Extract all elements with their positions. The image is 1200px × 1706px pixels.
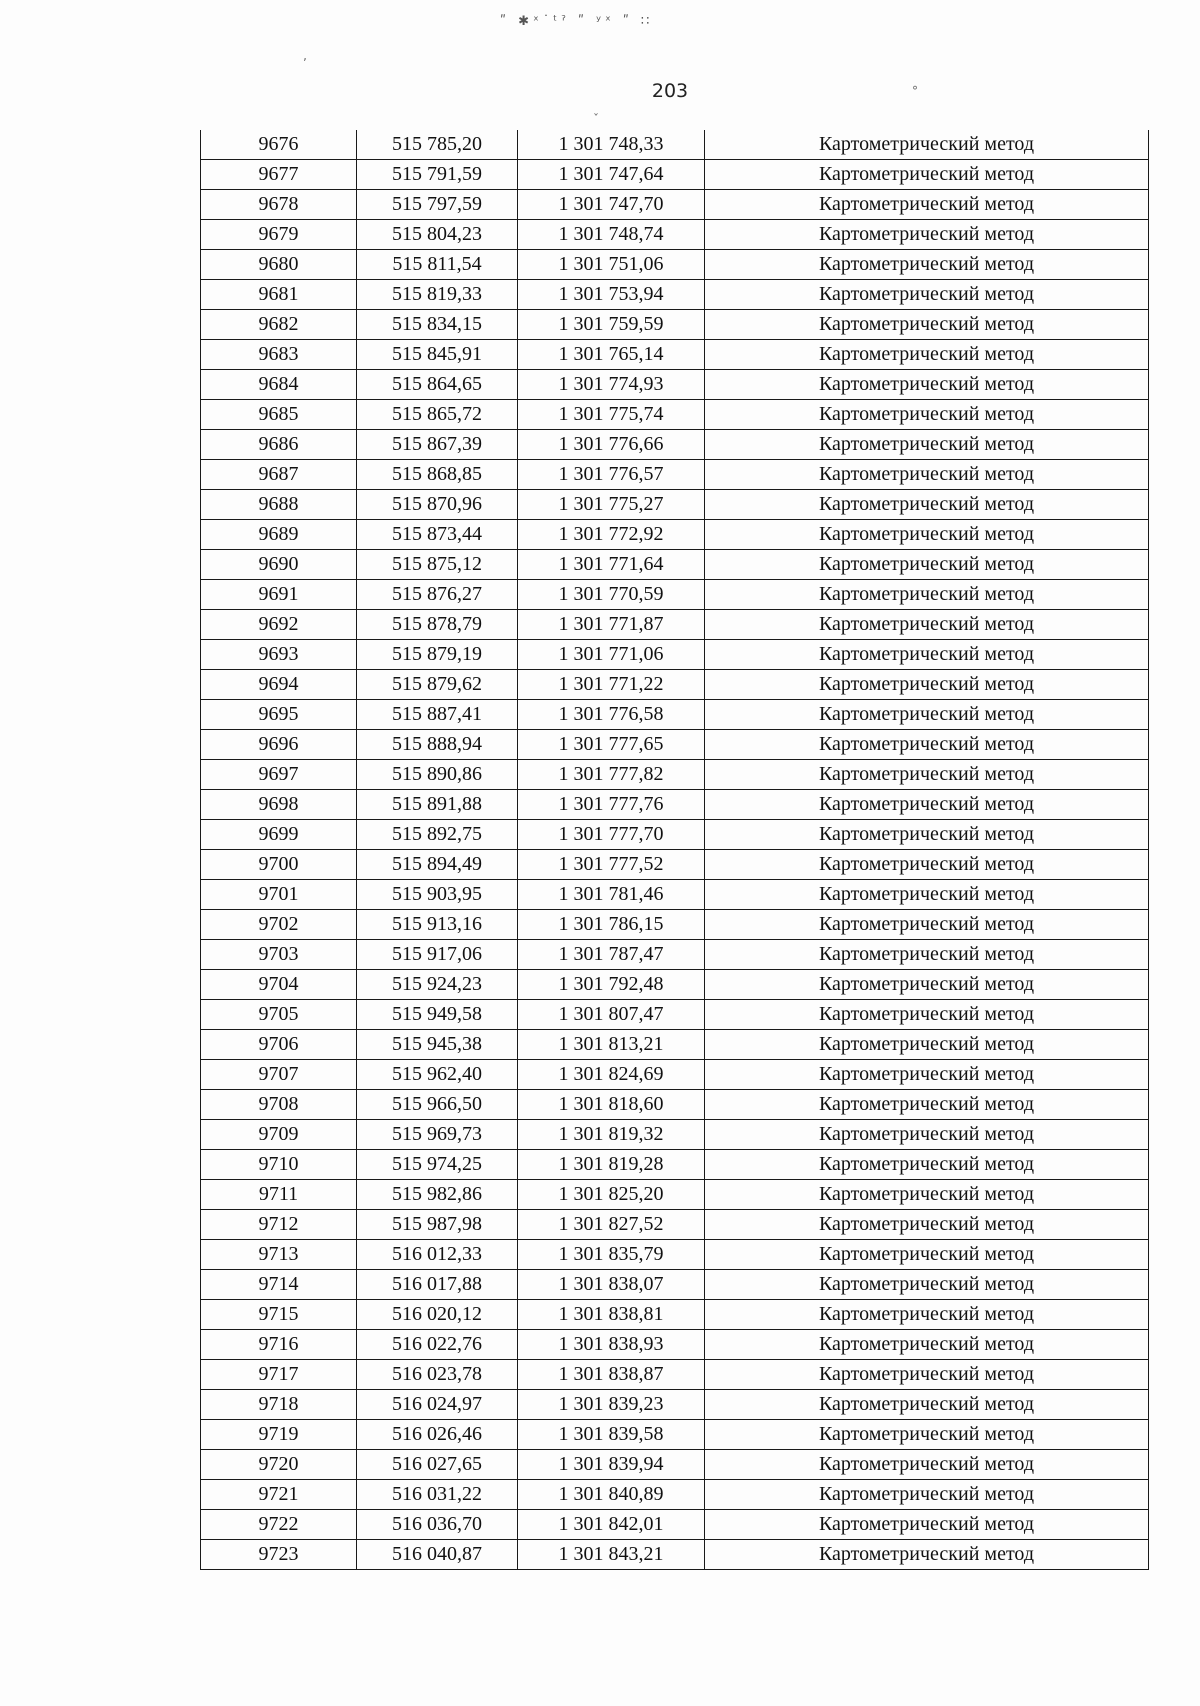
x-coordinate-cell: 515 879,62	[357, 670, 518, 700]
table-row	[201, 400, 1149, 430]
table-row	[201, 1450, 1149, 1480]
x-coordinate-cell: 515 804,23	[357, 220, 518, 250]
method-cell: Картометрический метод	[705, 1330, 1149, 1360]
table-row	[201, 850, 1149, 880]
x-coordinate-cell: 515 845,91	[357, 340, 518, 370]
method-cell: Картометрический метод	[705, 820, 1149, 850]
x-coordinate-cell: 516 012,33	[357, 1240, 518, 1270]
point-number-cell: 9717	[201, 1360, 357, 1390]
method-cell: Картометрический метод	[705, 1420, 1149, 1450]
table-row	[201, 610, 1149, 640]
table-row	[201, 460, 1149, 490]
point-number-cell: 9680	[201, 250, 357, 280]
point-number-cell: 9715	[201, 1300, 357, 1330]
x-coordinate-cell: 516 017,88	[357, 1270, 518, 1300]
method-cell: Картометрический метод	[705, 1450, 1149, 1480]
table-row	[201, 940, 1149, 970]
y-coordinate-cell: 1 301 838,93	[518, 1330, 705, 1360]
method-cell: Картометрический метод	[705, 1270, 1149, 1300]
x-coordinate-cell: 515 949,58	[357, 1000, 518, 1030]
method-cell: Картометрический метод	[705, 700, 1149, 730]
x-coordinate-cell: 515 811,54	[357, 250, 518, 280]
table-row	[201, 880, 1149, 910]
x-coordinate-cell: 516 024,97	[357, 1390, 518, 1420]
x-coordinate-cell: 515 982,86	[357, 1180, 518, 1210]
method-cell: Картометрический метод	[705, 1000, 1149, 1030]
y-coordinate-cell: 1 301 838,07	[518, 1270, 705, 1300]
point-number-cell: 9677	[201, 160, 357, 190]
point-number-cell: 9682	[201, 310, 357, 340]
method-cell: Картометрический метод	[705, 760, 1149, 790]
method-cell: Картометрический метод	[705, 1360, 1149, 1390]
point-number-cell: 9718	[201, 1390, 357, 1420]
y-coordinate-cell: 1 301 838,81	[518, 1300, 705, 1330]
y-coordinate-cell: 1 301 819,32	[518, 1120, 705, 1150]
point-number-cell: 9686	[201, 430, 357, 460]
table-row	[201, 220, 1149, 250]
y-coordinate-cell: 1 301 777,76	[518, 790, 705, 820]
y-coordinate-cell: 1 301 748,74	[518, 220, 705, 250]
scan-speck: ʼ	[303, 56, 307, 70]
x-coordinate-cell: 515 797,59	[357, 190, 518, 220]
point-number-cell: 9709	[201, 1120, 357, 1150]
table-row	[201, 700, 1149, 730]
table-row	[201, 1390, 1149, 1420]
table-row	[201, 130, 1149, 160]
coordinates-table-body	[201, 130, 1149, 1570]
method-cell: Картометрический метод	[705, 430, 1149, 460]
method-cell: Картометрический метод	[705, 1300, 1149, 1330]
table-row	[201, 520, 1149, 550]
scan-speck: ˇ	[593, 112, 599, 126]
point-number-cell: 9695	[201, 700, 357, 730]
point-number-cell: 9688	[201, 490, 357, 520]
point-number-cell: 9676	[201, 130, 357, 160]
point-number-cell: 9679	[201, 220, 357, 250]
table-row	[201, 1480, 1149, 1510]
table-row	[201, 190, 1149, 220]
scan-speck: °	[912, 84, 918, 98]
table-row	[201, 430, 1149, 460]
method-cell: Картометрический метод	[705, 1210, 1149, 1240]
table-row	[201, 310, 1149, 340]
point-number-cell: 9704	[201, 970, 357, 1000]
point-number-cell: 9692	[201, 610, 357, 640]
point-number-cell: 9723	[201, 1540, 357, 1570]
table-row	[201, 910, 1149, 940]
y-coordinate-cell: 1 301 827,52	[518, 1210, 705, 1240]
table-row	[201, 1150, 1149, 1180]
y-coordinate-cell: 1 301 751,06	[518, 250, 705, 280]
y-coordinate-cell: 1 301 765,14	[518, 340, 705, 370]
y-coordinate-cell: 1 301 813,21	[518, 1030, 705, 1060]
x-coordinate-cell: 515 785,20	[357, 130, 518, 160]
point-number-cell: 9687	[201, 460, 357, 490]
y-coordinate-cell: 1 301 776,66	[518, 430, 705, 460]
method-cell: Картометрический метод	[705, 400, 1149, 430]
point-number-cell: 9707	[201, 1060, 357, 1090]
method-cell: Картометрический метод	[705, 130, 1149, 160]
method-cell: Картометрический метод	[705, 190, 1149, 220]
method-cell: Картометрический метод	[705, 1480, 1149, 1510]
y-coordinate-cell: 1 301 840,89	[518, 1480, 705, 1510]
point-number-cell: 9719	[201, 1420, 357, 1450]
table-row	[201, 580, 1149, 610]
table-row	[201, 250, 1149, 280]
point-number-cell: 9684	[201, 370, 357, 400]
point-number-cell: 9713	[201, 1240, 357, 1270]
y-coordinate-cell: 1 301 747,64	[518, 160, 705, 190]
point-number-cell: 9689	[201, 520, 357, 550]
point-number-cell: 9690	[201, 550, 357, 580]
method-cell: Картометрический метод	[705, 940, 1149, 970]
table-row	[201, 1240, 1149, 1270]
y-coordinate-cell: 1 301 770,59	[518, 580, 705, 610]
x-coordinate-cell: 515 876,27	[357, 580, 518, 610]
x-coordinate-cell: 515 873,44	[357, 520, 518, 550]
table-row	[201, 970, 1149, 1000]
y-coordinate-cell: 1 301 819,28	[518, 1150, 705, 1180]
x-coordinate-cell: 515 987,98	[357, 1210, 518, 1240]
y-coordinate-cell: 1 301 842,01	[518, 1510, 705, 1540]
y-coordinate-cell: 1 301 775,74	[518, 400, 705, 430]
table-row	[201, 1210, 1149, 1240]
x-coordinate-cell: 515 974,25	[357, 1150, 518, 1180]
y-coordinate-cell: 1 301 839,58	[518, 1420, 705, 1450]
y-coordinate-cell: 1 301 777,52	[518, 850, 705, 880]
table-row	[201, 670, 1149, 700]
y-coordinate-cell: 1 301 772,92	[518, 520, 705, 550]
method-cell: Картометрический метод	[705, 340, 1149, 370]
x-coordinate-cell: 515 834,15	[357, 310, 518, 340]
x-coordinate-cell: 516 023,78	[357, 1360, 518, 1390]
point-number-cell: 9693	[201, 640, 357, 670]
x-coordinate-cell: 515 865,72	[357, 400, 518, 430]
x-coordinate-cell: 516 040,87	[357, 1540, 518, 1570]
x-coordinate-cell: 516 020,12	[357, 1300, 518, 1330]
y-coordinate-cell: 1 301 843,21	[518, 1540, 705, 1570]
point-number-cell: 9716	[201, 1330, 357, 1360]
point-number-cell: 9701	[201, 880, 357, 910]
method-cell: Картометрический метод	[705, 280, 1149, 310]
method-cell: Картометрический метод	[705, 880, 1149, 910]
point-number-cell: 9697	[201, 760, 357, 790]
point-number-cell: 9683	[201, 340, 357, 370]
point-number-cell: 9711	[201, 1180, 357, 1210]
x-coordinate-cell: 515 887,41	[357, 700, 518, 730]
x-coordinate-cell: 515 888,94	[357, 730, 518, 760]
y-coordinate-cell: 1 301 775,27	[518, 490, 705, 520]
y-coordinate-cell: 1 301 825,20	[518, 1180, 705, 1210]
x-coordinate-cell: 515 917,06	[357, 940, 518, 970]
method-cell: Картометрический метод	[705, 310, 1149, 340]
table-row	[201, 1420, 1149, 1450]
y-coordinate-cell: 1 301 792,48	[518, 970, 705, 1000]
method-cell: Картометрический метод	[705, 1390, 1149, 1420]
y-coordinate-cell: 1 301 839,94	[518, 1450, 705, 1480]
x-coordinate-cell: 515 875,12	[357, 550, 518, 580]
y-coordinate-cell: 1 301 777,65	[518, 730, 705, 760]
point-number-cell: 9678	[201, 190, 357, 220]
point-number-cell: 9699	[201, 820, 357, 850]
table-row	[201, 1060, 1149, 1090]
point-number-cell: 9694	[201, 670, 357, 700]
y-coordinate-cell: 1 301 771,87	[518, 610, 705, 640]
method-cell: Картометрический метод	[705, 550, 1149, 580]
table-row	[201, 760, 1149, 790]
method-cell: Картометрический метод	[705, 520, 1149, 550]
table-row	[201, 370, 1149, 400]
point-number-cell: 9691	[201, 580, 357, 610]
point-number-cell: 9705	[201, 1000, 357, 1030]
method-cell: Картометрический метод	[705, 250, 1149, 280]
x-coordinate-cell: 515 868,85	[357, 460, 518, 490]
point-number-cell: 9712	[201, 1210, 357, 1240]
x-coordinate-cell: 516 036,70	[357, 1510, 518, 1540]
method-cell: Картометрический метод	[705, 1240, 1149, 1270]
y-coordinate-cell: 1 301 774,93	[518, 370, 705, 400]
point-number-cell: 9706	[201, 1030, 357, 1060]
x-coordinate-cell: 516 027,65	[357, 1450, 518, 1480]
x-coordinate-cell: 515 892,75	[357, 820, 518, 850]
y-coordinate-cell: 1 301 781,46	[518, 880, 705, 910]
point-number-cell: 9696	[201, 730, 357, 760]
y-coordinate-cell: 1 301 753,94	[518, 280, 705, 310]
y-coordinate-cell: 1 301 839,23	[518, 1390, 705, 1420]
y-coordinate-cell: 1 301 835,79	[518, 1240, 705, 1270]
x-coordinate-cell: 515 945,38	[357, 1030, 518, 1060]
method-cell: Картометрический метод	[705, 850, 1149, 880]
x-coordinate-cell: 515 870,96	[357, 490, 518, 520]
table-row	[201, 490, 1149, 520]
table-row	[201, 1330, 1149, 1360]
y-coordinate-cell: 1 301 748,33	[518, 130, 705, 160]
method-cell: Картометрический метод	[705, 670, 1149, 700]
table-row	[201, 1000, 1149, 1030]
method-cell: Картометрический метод	[705, 610, 1149, 640]
point-number-cell: 9700	[201, 850, 357, 880]
table-row	[201, 1030, 1149, 1060]
method-cell: Картометрический метод	[705, 1030, 1149, 1060]
point-number-cell: 9720	[201, 1450, 357, 1480]
x-coordinate-cell: 516 026,46	[357, 1420, 518, 1450]
table-row	[201, 1300, 1149, 1330]
method-cell: Картометрический метод	[705, 640, 1149, 670]
method-cell: Картометрический метод	[705, 580, 1149, 610]
x-coordinate-cell: 515 819,33	[357, 280, 518, 310]
method-cell: Картометрический метод	[705, 1150, 1149, 1180]
x-coordinate-cell: 515 867,39	[357, 430, 518, 460]
point-number-cell: 9714	[201, 1270, 357, 1300]
table-row	[201, 820, 1149, 850]
table-row	[201, 730, 1149, 760]
x-coordinate-cell: 515 969,73	[357, 1120, 518, 1150]
table-row	[201, 1540, 1149, 1570]
method-cell: Картометрический метод	[705, 490, 1149, 520]
method-cell: Картометрический метод	[705, 460, 1149, 490]
table-row	[201, 280, 1149, 310]
y-coordinate-cell: 1 301 771,06	[518, 640, 705, 670]
method-cell: Картометрический метод	[705, 1540, 1149, 1570]
x-coordinate-cell: 515 924,23	[357, 970, 518, 1000]
table-row	[201, 1510, 1149, 1540]
y-coordinate-cell: 1 301 776,58	[518, 700, 705, 730]
y-coordinate-cell: 1 301 818,60	[518, 1090, 705, 1120]
table-row	[201, 790, 1149, 820]
x-coordinate-cell: 515 879,19	[357, 640, 518, 670]
x-coordinate-cell: 515 913,16	[357, 910, 518, 940]
table-row	[201, 1120, 1149, 1150]
x-coordinate-cell: 516 031,22	[357, 1480, 518, 1510]
x-coordinate-cell: 516 022,76	[357, 1330, 518, 1360]
point-number-cell: 9710	[201, 1150, 357, 1180]
y-coordinate-cell: 1 301 838,87	[518, 1360, 705, 1390]
method-cell: Картометрический метод	[705, 1510, 1149, 1540]
x-coordinate-cell: 515 890,86	[357, 760, 518, 790]
x-coordinate-cell: 515 903,95	[357, 880, 518, 910]
table-row	[201, 340, 1149, 370]
x-coordinate-cell: 515 966,50	[357, 1090, 518, 1120]
y-coordinate-cell: 1 301 776,57	[518, 460, 705, 490]
point-number-cell: 9721	[201, 1480, 357, 1510]
table-row	[201, 1360, 1149, 1390]
point-number-cell: 9685	[201, 400, 357, 430]
y-coordinate-cell: 1 301 787,47	[518, 940, 705, 970]
y-coordinate-cell: 1 301 771,64	[518, 550, 705, 580]
x-coordinate-cell: 515 878,79	[357, 610, 518, 640]
method-cell: Картометрический метод	[705, 730, 1149, 760]
point-number-cell: 9702	[201, 910, 357, 940]
table-row	[201, 1270, 1149, 1300]
table-row	[201, 640, 1149, 670]
table-row	[201, 1180, 1149, 1210]
point-number-cell: 9703	[201, 940, 357, 970]
y-coordinate-cell: 1 301 777,82	[518, 760, 705, 790]
page-number: 203	[651, 80, 689, 102]
method-cell: Картометрический метод	[705, 910, 1149, 940]
x-coordinate-cell: 515 894,49	[357, 850, 518, 880]
y-coordinate-cell: 1 301 786,15	[518, 910, 705, 940]
table-row	[201, 1090, 1149, 1120]
point-number-cell: 9708	[201, 1090, 357, 1120]
point-number-cell: 9722	[201, 1510, 357, 1540]
method-cell: Картометрический метод	[705, 1120, 1149, 1150]
y-coordinate-cell: 1 301 747,70	[518, 190, 705, 220]
x-coordinate-cell: 515 962,40	[357, 1060, 518, 1090]
method-cell: Картометрический метод	[705, 1090, 1149, 1120]
point-number-cell: 9681	[201, 280, 357, 310]
x-coordinate-cell: 515 791,59	[357, 160, 518, 190]
method-cell: Картометрический метод	[705, 1180, 1149, 1210]
method-cell: Картометрический метод	[705, 790, 1149, 820]
method-cell: Картометрический метод	[705, 970, 1149, 1000]
y-coordinate-cell: 1 301 777,70	[518, 820, 705, 850]
x-coordinate-cell: 515 891,88	[357, 790, 518, 820]
point-number-cell: 9698	[201, 790, 357, 820]
y-coordinate-cell: 1 301 759,59	[518, 310, 705, 340]
y-coordinate-cell: 1 301 824,69	[518, 1060, 705, 1090]
table-row	[201, 160, 1149, 190]
method-cell: Картометрический метод	[705, 370, 1149, 400]
y-coordinate-cell: 1 301 807,47	[518, 1000, 705, 1030]
method-cell: Картометрический метод	[705, 1060, 1149, 1090]
y-coordinate-cell: 1 301 771,22	[518, 670, 705, 700]
table-row	[201, 550, 1149, 580]
x-coordinate-cell: 515 864,65	[357, 370, 518, 400]
method-cell: Картометрический метод	[705, 220, 1149, 250]
method-cell: Картометрический метод	[705, 160, 1149, 190]
coordinates-table	[200, 130, 1149, 1570]
scan-artifact-marks: ʺ ✱ˣ˙ᵗˀ ʺ ʸˣ ʺ ∷	[500, 14, 654, 29]
